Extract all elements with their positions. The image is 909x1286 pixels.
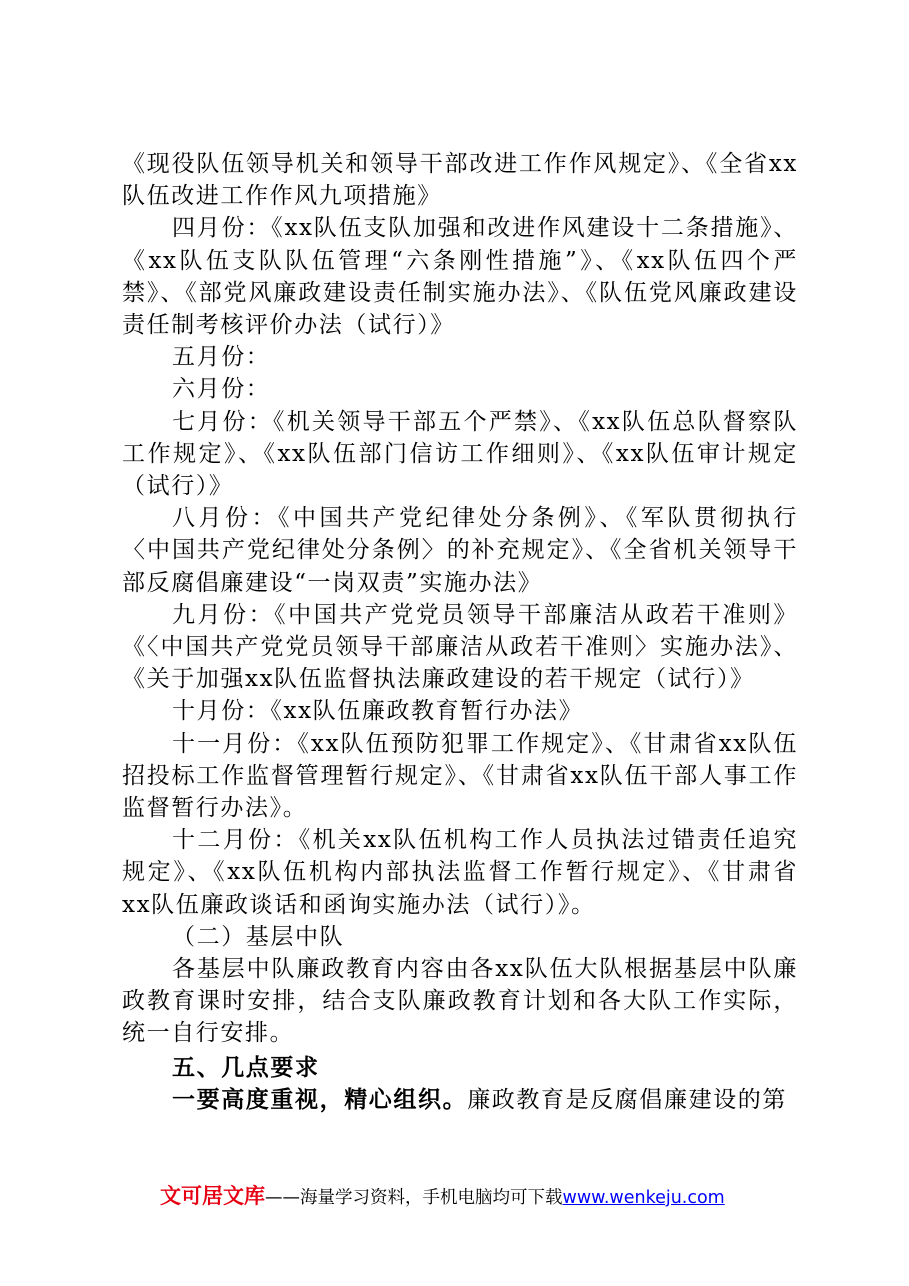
- footer-slogan: ——海量学习资料，手机电脑均可下载: [265, 1188, 563, 1208]
- requirement-text: 廉政教育是反腐倡廉建设的第: [467, 1086, 788, 1113]
- paragraph-april: 四月份：《xx队伍支队加强和改进作风建设十二条措施》、《xx队伍支队队伍管理“六条刚性措施”》、《xx队伍四个严禁》、《部党风廉政建设责任制实施办法》、《队伍党风廉政建设责任制考核评价办法（试行）》: [122, 215, 798, 339]
- paragraph-august: 八月份：《中国共产党纪律处分条例》、《军队贯彻执行〈中国共产党纪律处分条例〉的补充规定》、《全省机关领导干部反腐倡廉建设“一岗双责”实施办法》: [122, 505, 798, 596]
- paragraph-may: 五月份：: [172, 344, 271, 371]
- paragraph-grassroots: 各基层中队廉政教育内容由各xx队伍大队根据基层中队廉政教育课时安排，结合支队廉政教育计划和各大队工作实际，统一自行安排。: [122, 956, 798, 1047]
- paragraph-june: 六月份：: [172, 376, 271, 403]
- section-heading: 五、几点要求: [172, 1054, 320, 1081]
- requirement-lead: 一要高度重视，精心组织。: [172, 1086, 468, 1113]
- paragraph-november: 十一月份：《xx队伍预防犯罪工作规定》、《甘肃省xx队伍招投标工作监督管理暂行规定》、《甘肃省xx队伍干部人事工作监督暂行办法》。: [122, 730, 798, 822]
- footer-brand: 文可居文库: [160, 1184, 265, 1208]
- paragraph-december: 十二月份：《机关xx队伍机构工作人员执法过错责任追究规定》、《xx队伍机构内部执法监督工作暂行规定》、《甘肃省xx队伍廉政谈话和函询实施办法（试行）》。: [122, 827, 798, 918]
- paragraph-october: 十月份：《xx队伍廉政教育暂行办法》: [172, 698, 584, 725]
- paragraph-september: 九月份：《中国共产党党员领导干部廉洁从政若干准则》《〈中国共产党党员领导干部廉洁从政若干准则〉实施办法》、《关于加强xx队伍监督执法廉政建设的若干规定（试行）》: [122, 601, 798, 693]
- paragraph-requirement-one: [122, 1084, 798, 1116]
- document-body: [122, 148, 798, 1116]
- footer-banner: [160, 1184, 780, 1210]
- subheading-grassroots: （二）基层中队: [172, 923, 345, 950]
- paragraph-july: 七月份：《机关领导干部五个严禁》、《xx队伍总队督察队工作规定》、《xx队伍部门信访工作细则》、《xx队伍审计规定（试行）》: [122, 408, 798, 500]
- paragraph-continuation: 《现役队伍领导机关和领导干部改进工作作风规定》、《全省xx队伍改进工作作风九项措施》: [122, 151, 798, 210]
- footer-link[interactable]: www.wenkeju.com: [562, 1188, 725, 1208]
